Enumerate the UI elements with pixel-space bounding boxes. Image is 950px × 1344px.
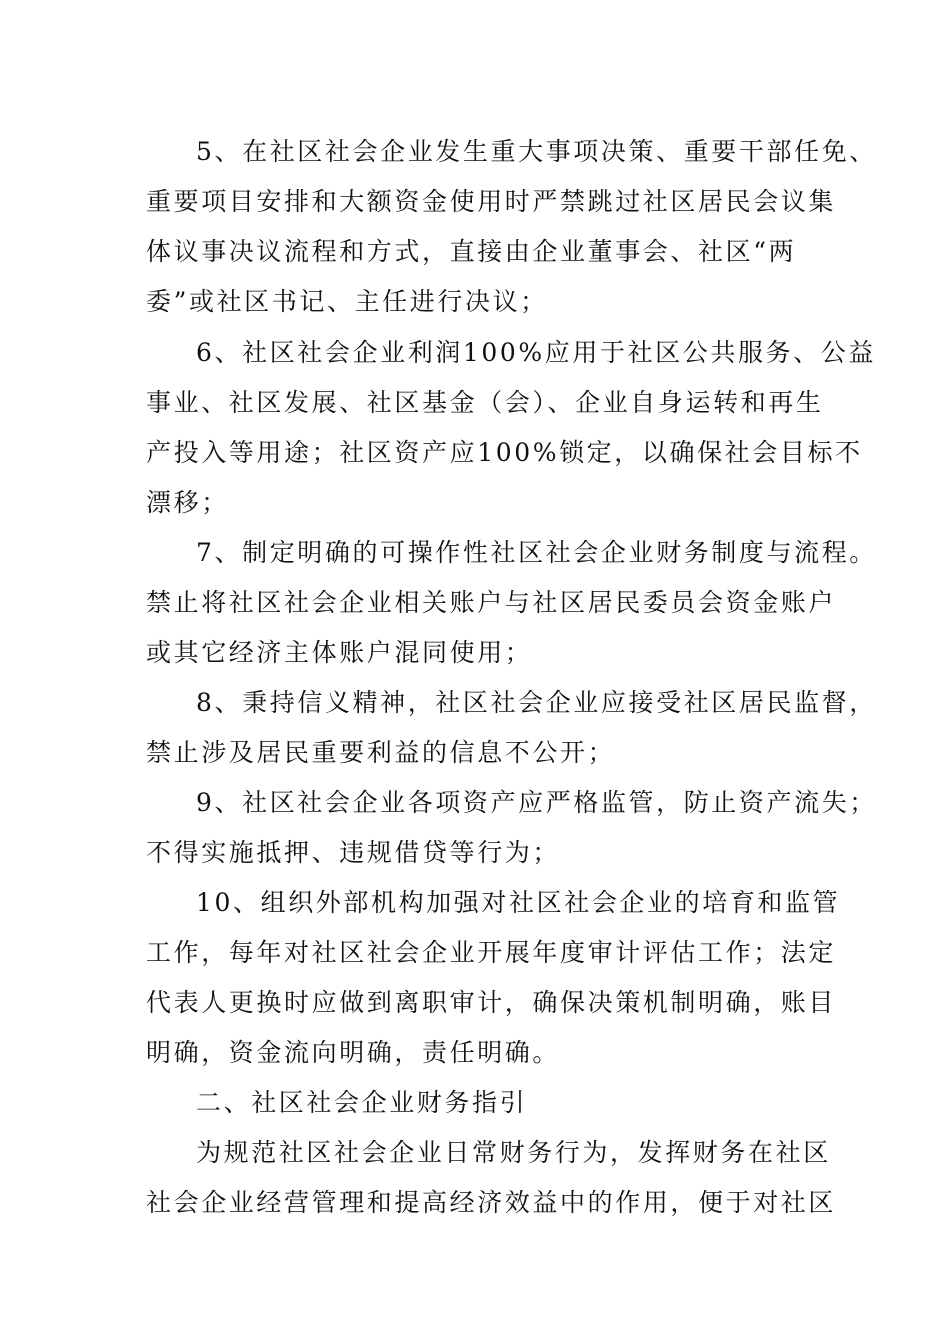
paragraph-5-line-1: 5、在社区社会企业发生重大事项决策、重要干部任免、 — [196, 137, 877, 166]
paragraph-5-line-2: 重要项目安排和大额资金使用时严禁跳过社区居民会议集 — [146, 187, 837, 216]
paragraph-6-line-4: 漂移； — [146, 488, 229, 517]
paragraph-9-line-2: 不得实施抵押、违规借贷等行为； — [146, 838, 561, 867]
paragraph-7-line-2: 禁止将社区社会企业相关账户与社区居民委员会资金账户 — [146, 588, 837, 617]
intro-paragraph-line-2: 社会企业经营管理和提高经济效益中的作用，便于对社区 — [146, 1188, 837, 1217]
paragraph-10-line-4: 明确，资金流向明确，责任明确。 — [146, 1038, 561, 1067]
paragraph-8-line-2: 禁止涉及居民重要利益的信息不公开； — [146, 738, 616, 767]
paragraph-7-line-1: 7、制定明确的可操作性社区社会企业财务制度与流程。 — [196, 538, 877, 567]
paragraph-7-line-3: 或其它经济主体账户混同使用； — [146, 638, 533, 667]
paragraph-6-line-3: 产投入等用途；社区资产应100%锁定，以确保社会目标不 — [146, 438, 863, 467]
intro-paragraph-line-1: 为规范社区社会企业日常财务行为，发挥财务在社区 — [196, 1138, 831, 1167]
paragraph-10-line-1: 10、组织外部机构加强对社区社会企业的培育和监管 — [196, 888, 841, 917]
paragraph-6-line-2: 事业、社区发展、社区基金（会）、企业自身运转和再生 — [146, 388, 824, 417]
paragraph-8-line-1: 8、秉持信义精神，社区社会企业应接受社区居民监督， — [196, 688, 877, 717]
paragraph-5-line-3: 体议事决议流程和方式，直接由企业董事会、社区“两 — [146, 237, 797, 266]
paragraph-6-line-1: 6、社区社会企业利润100%应用于社区公共服务、公益 — [196, 338, 876, 367]
paragraph-10-line-3: 代表人更换时应做到离职审计，确保决策机制明确，账目 — [146, 988, 837, 1017]
paragraph-9-line-1: 9、社区社会企业各项资产应严格监管，防止资产流失； — [196, 788, 877, 817]
section-heading: 二、社区社会企业财务指引 — [196, 1088, 528, 1117]
paragraph-5-line-4: 委”或社区书记、主任进行决议； — [146, 287, 548, 316]
paragraph-10-line-2: 工作，每年对社区社会企业开展年度审计评估工作；法定 — [146, 938, 837, 967]
